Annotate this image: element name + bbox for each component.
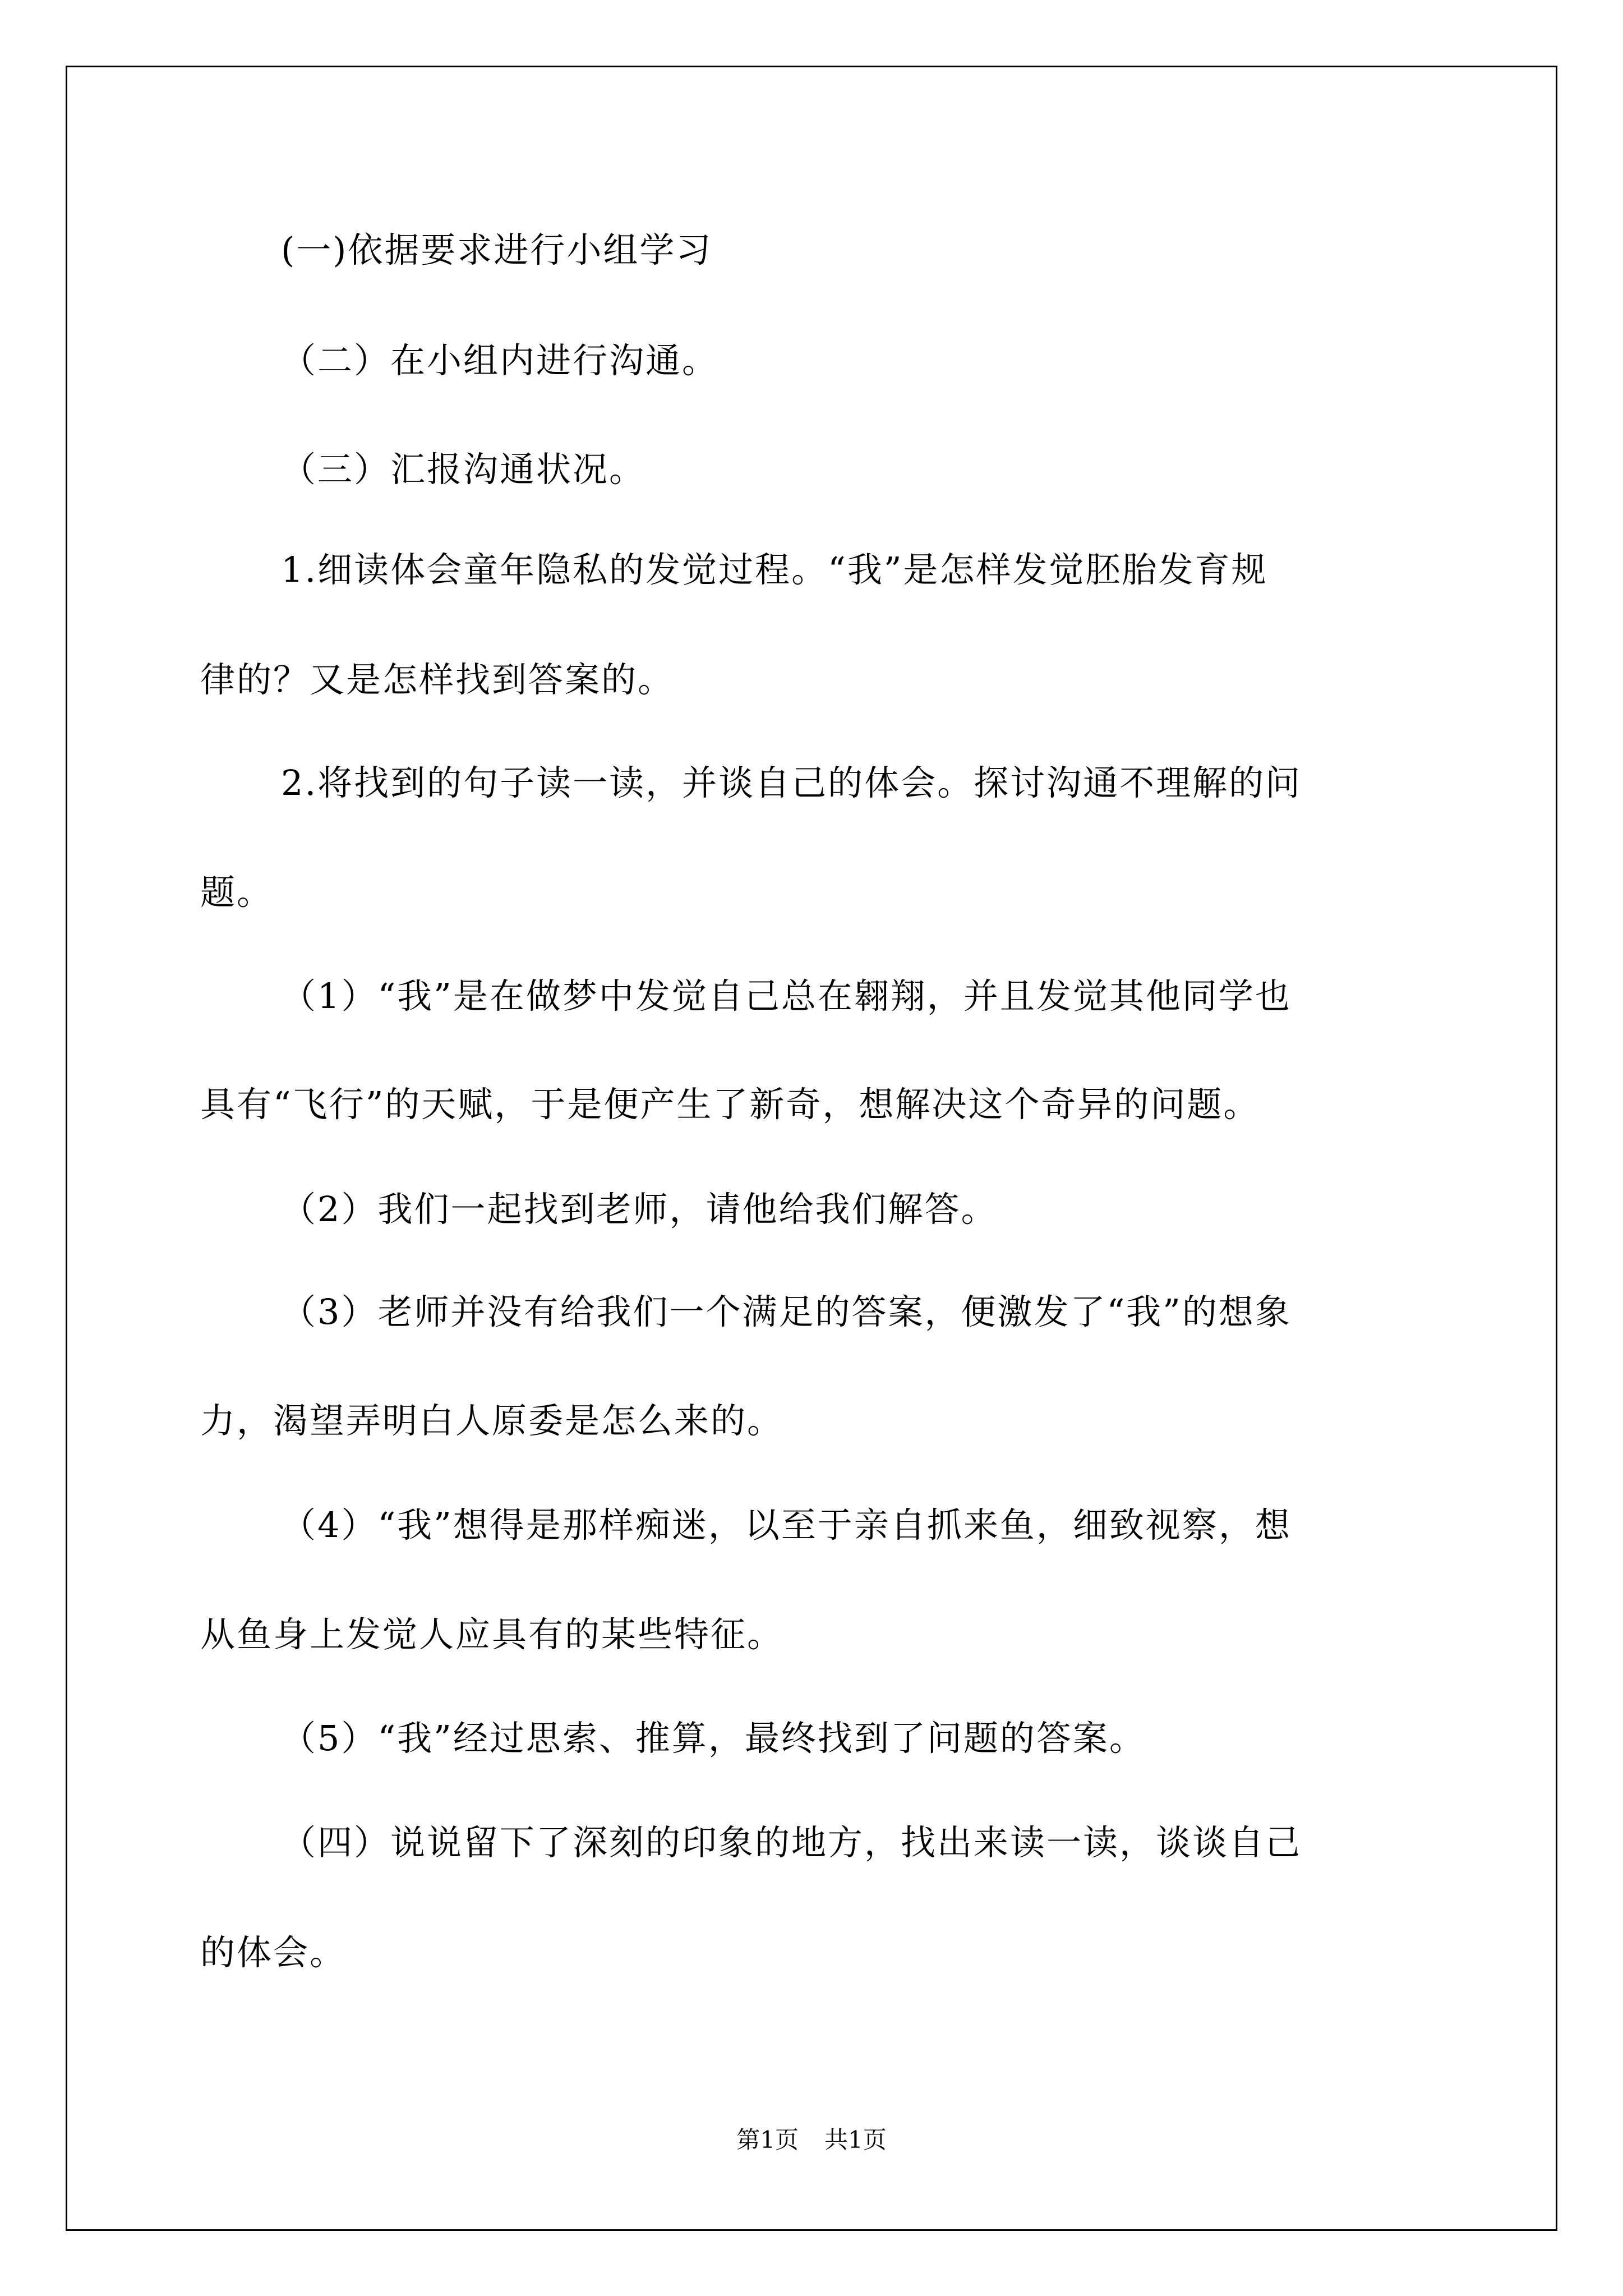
paragraph-line: （四）说说留下了深刻的印象的地方，找出来读一读，谈谈自己	[281, 1822, 1302, 1863]
paragraph-line: （三）汇报沟通状况。	[281, 449, 646, 490]
paragraph-line: (一)依据要求进行小组学习	[281, 229, 713, 270]
paragraph-line: 题。	[200, 872, 274, 913]
paragraph-line: 力，渴望弄明白人原委是怎么来的。	[200, 1400, 784, 1441]
paragraph-line: 1.细读体会童年隐私的发觉过程。“我”是怎样发觉胚胎发育规	[281, 549, 1268, 590]
paragraph-line: 具有“飞行”的天赋，于是便产生了新奇，想解决这个奇异的问题。	[200, 1084, 1260, 1125]
paragraph-line: （5）“我”经过思索、推算，最终找到了问题的答案。	[281, 1718, 1146, 1759]
paragraph-line: （2）我们一起找到老师，请他给我们解答。	[281, 1189, 998, 1230]
paragraph-line: （3）老师并没有给我们一个满足的答案，便激发了“我”的想象	[281, 1291, 1292, 1332]
paragraph-line: （4）“我”想得是那样痴迷，以至于亲自抓来鱼，细致视察，想	[281, 1504, 1292, 1545]
page-total: 共1页	[824, 2126, 887, 2154]
paragraph-line: （二）在小组内进行沟通。	[281, 340, 719, 381]
paragraph-line: 2.将找到的句子读一读，并谈自己的体会。探讨沟通不理解的问	[281, 762, 1302, 803]
paragraph-line: 律的？又是怎样找到答案的。	[200, 659, 675, 700]
page-number: 第1页	[736, 2126, 799, 2154]
paragraph-line: 从鱼身上发觉人应具有的某些特征。	[200, 1614, 784, 1655]
page-footer	[0, 2128, 1623, 2152]
paragraph-line: （1）“我”是在做梦中发觉自己总在翱翔，并且发觉其他同学也	[281, 976, 1292, 1016]
paragraph-line: 的体会。	[200, 1932, 347, 1973]
page-border	[66, 66, 1557, 2231]
